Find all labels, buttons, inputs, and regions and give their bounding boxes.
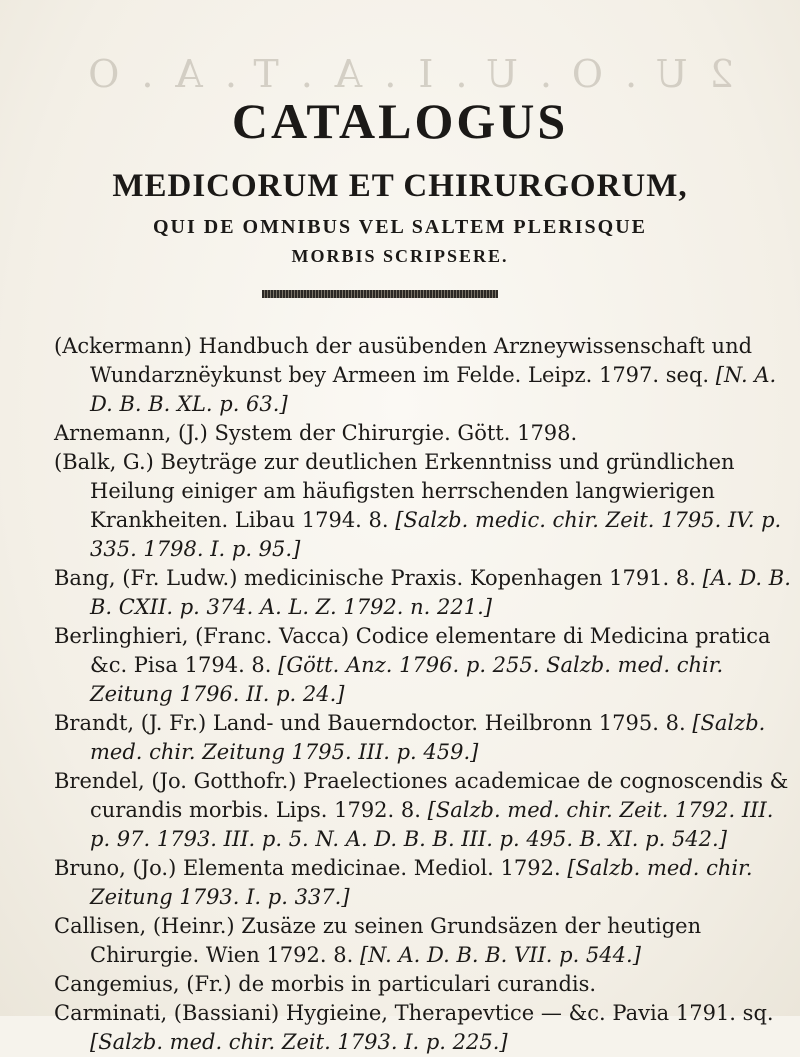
- catalog-entry: [54, 419, 794, 448]
- catalog-entry: [54, 332, 794, 419]
- entry-text: Cangemius, (Fr.) de morbis in particulari curandis.: [54, 972, 597, 996]
- entry-citation: [Salzb. med. chir. Zeit. 1793. I. p. 225.]: [90, 1030, 508, 1054]
- page-subtitle-line-2: QUI DE OMNIBUS VEL SALTEM PLERISQUE: [152, 216, 647, 238]
- entry-citation: [N. A. D. B. B. XL. p. 63.]: [90, 363, 777, 416]
- page-title: CATALOGUS: [231, 93, 569, 149]
- entry-citation: [Salzb. med. chir. Zeitung 1793. I. p. 337.]: [90, 856, 753, 909]
- entry-text: (Ackermann) Handbuch der ausübenden Arzneywissenschaft und Wundarznëykunst bey Armeen im Felde. Leipz. 1797. seq.: [54, 334, 753, 387]
- entry-text: Brandt, (J. Fr.) Land- und Bauerndoctor. Heilbronn 1795. 8.: [54, 711, 686, 735]
- entry-text: (Balk, G.) Beyträge zur deutlichen Erkenntniss und gründlichen Heilung einiger am häufigsten herrschenden langwierigen Krankheiten. Libau 1794. 8.: [54, 450, 735, 532]
- entry-text: Callisen, (Heinr.) Zusäze zu seinen Grundsäzen der heutigen Chirurgie. Wien 1792. 8.: [54, 914, 702, 967]
- entry-text: Arnemann, (J.) System der Chirurgie. Gött. 1798.: [54, 421, 578, 445]
- page-subtitle-line-3: MORBIS SCRIPSERE.: [291, 246, 509, 266]
- entry-citation: [Salzb. med. chir. Zeit. 1792. III. p. 97. 1793. III. p. 5. N. A. D. B. B. III. p. 495. B. XI. p. 542.]: [90, 798, 774, 851]
- entry-text: Berlinghieri, (Franc. Vacca) Codice elementare di Medicina pratica &c. Pisa 1794. 8.: [54, 624, 771, 677]
- bleed-through-text: 2U.O.U.I.A.T.A.O: [66, 52, 734, 96]
- catalog-entry: [54, 970, 794, 999]
- catalog-entry: [54, 564, 794, 622]
- entry-citation: [Salzb. medic. chir. Zeit. 1795. IV. p. 335. 1798. I. p. 95.]: [90, 508, 782, 561]
- catalog-entry: [54, 912, 794, 970]
- catalog-entry: [54, 709, 794, 767]
- catalog-entries: [54, 332, 794, 1057]
- catalog-entry: [54, 854, 794, 912]
- catalog-entry: [54, 448, 794, 564]
- entry-citation: [A. D. B. B. CXII. p. 374. A. L. Z. 1792. n. 221.]: [90, 566, 791, 619]
- entry-citation: [Gött. Anz. 1796. p. 255. Salzb. med. chir. Zeitung 1796. II. p. 24.]: [90, 653, 724, 706]
- ornamental-rule: [262, 290, 498, 298]
- entry-text: Bang, (Fr. Ludw.) medicinische Praxis. Kopenhagen 1791. 8.: [54, 566, 696, 590]
- catalog-entry: [54, 622, 794, 709]
- entry-text: Carminati, (Bassiani) Hygieine, Therapevtice — &c. Pavia 1791. sq.: [54, 1001, 774, 1025]
- entry-citation: [Salzb. med. chir. Zeitung 1795. III. p. 459.]: [90, 711, 766, 764]
- entry-text: Bruno, (Jo.) Elementa medicinae. Mediol. 1792.: [54, 856, 561, 880]
- page-subtitle: MEDICORUM ET CHIRURGORUM,: [112, 168, 688, 204]
- entry-text: Brendel, (Jo. Gotthofr.) Praelectiones academicae de cognoscendis & curandis morbis. Lips. 1792. 8.: [54, 769, 789, 822]
- catalog-entry: [54, 999, 794, 1057]
- entry-citation: [N. A. D. B. B. VII. p. 544.]: [359, 943, 641, 967]
- catalog-entry: [54, 767, 794, 854]
